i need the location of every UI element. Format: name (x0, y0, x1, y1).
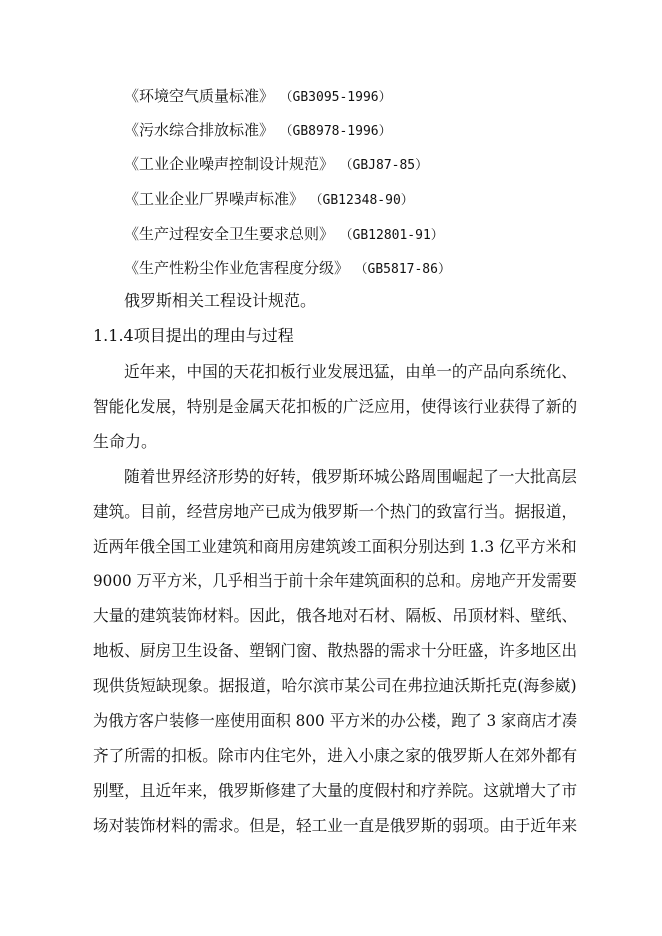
paragraph-line: 9000 万平方米，几乎相当于前十余年建筑面积的总和。房地产开发需要 (93, 571, 577, 590)
paragraph-line: 齐了所需的扣板。除市内住宅外，进入小康之家的俄罗斯人在郊外都有 (93, 746, 578, 765)
section-heading: 1.1.4项目提出的理由与过程 (93, 326, 294, 345)
closing-reference: 俄罗斯相关工程设计规范。 (124, 291, 317, 310)
reference-code: （GB5817-86） (361, 262, 451, 277)
reference-item (124, 154, 428, 176)
paragraph-line: 为俄方客户装修一座使用面积 800 平方米的办公楼，跑了 3 家商店才凑 (93, 711, 578, 730)
reference-item (124, 189, 414, 211)
reference-title: 《工业企业噪声控制设计规范》 (124, 155, 335, 173)
reference-code: （GB12348-90） (316, 193, 414, 208)
paragraph-line: 近两年俄全国工业建筑和商用房建筑竣工面积分别达到 1.3 亿平方米和 (93, 537, 577, 556)
reference-title: 《污水综合排放标准》 (124, 121, 275, 139)
paragraph-line: 场对装饰材料的需求。但是，轻工业一直是俄罗斯的弱项。由于近年来 (93, 816, 578, 835)
reference-code: （GB8978-1996） (286, 124, 392, 139)
reference-title: 《工业企业厂界噪声标准》 (124, 190, 305, 208)
paragraph-line: 近年来，中国的天花扣板行业发展迅猛，由单一的产品向系统化、 (124, 362, 577, 381)
reference-code: （GBJ87-85） (346, 158, 429, 173)
reference-title: 《生产性粉尘作业危害程度分级》 (124, 259, 350, 277)
reference-item (124, 120, 392, 142)
reference-code: （GB12801-91） (346, 228, 444, 243)
paragraph-line: 大量的建筑装饰材料。因此，俄各地对石材、隔板、吊顶材料、壁纸、 (93, 606, 578, 625)
paragraph-line: 智能化发展，特别是金属天花扣板的广泛应用，使得该行业获得了新的 (93, 397, 578, 416)
paragraph-line: 地板、厨房卫生设备、塑钢门窗、散热器的需求十分旺盛，许多地区出 (93, 641, 578, 660)
reference-item (124, 86, 392, 108)
paragraph-line: 随着世界经济形势的好转，俄罗斯环城公路周围崛起了一大批高层 (124, 467, 577, 486)
reference-code: （GB3095-1996） (286, 90, 392, 105)
reference-title: 《生产过程安全卫生要求总则》 (124, 225, 335, 243)
reference-title: 《环境空气质量标准》 (124, 87, 275, 105)
paragraph-line: 别墅，且近年来，俄罗斯修建了大量的度假村和疗养院。这就增大了市 (93, 781, 578, 800)
paragraph-line: 建筑。目前，经营房地产已成为俄罗斯一个热门的致富行当。据报道， (93, 502, 578, 521)
reference-item (124, 258, 451, 280)
paragraph-line: 现供货短缺现象。据报道，哈尔滨市某公司在弗拉迪沃斯托克(海参崴) (93, 676, 577, 695)
paragraph-line: 生命力。 (93, 432, 158, 451)
reference-item (124, 224, 444, 246)
